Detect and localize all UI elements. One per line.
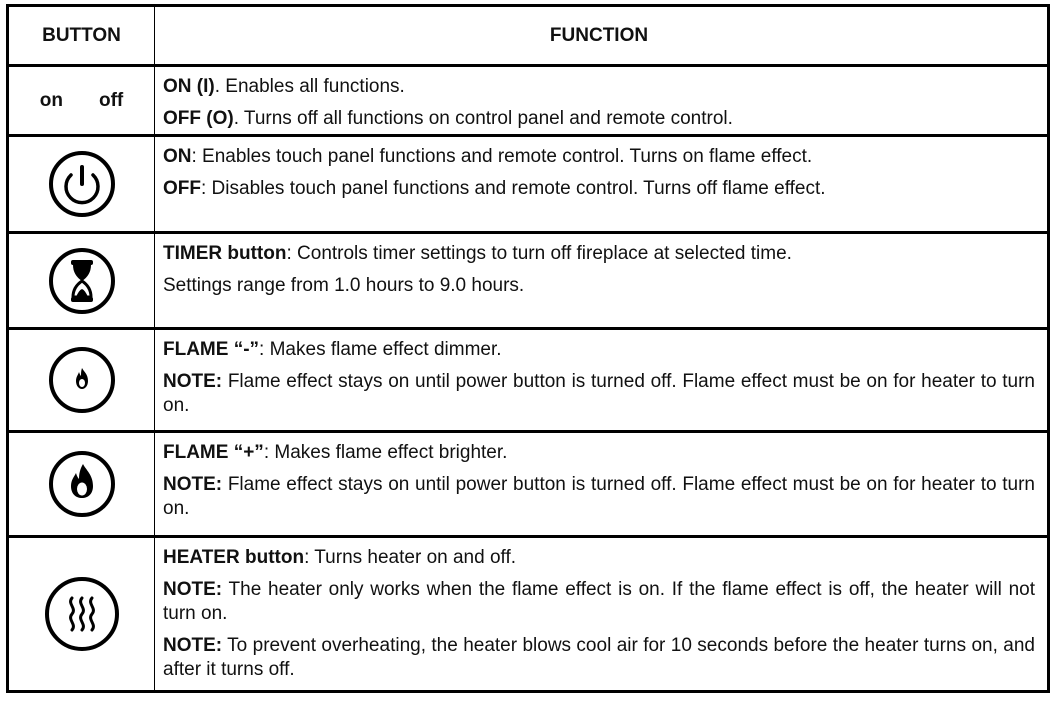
description: : Turns heater on and off. <box>304 547 517 568</box>
term: OFF (O) <box>163 108 234 129</box>
function-paragraph <box>163 75 1035 99</box>
function-paragraph <box>163 473 1035 521</box>
term: FLAME “-” <box>163 339 260 360</box>
function-paragraph <box>163 145 1035 169</box>
function-cell <box>155 433 1047 535</box>
table-row <box>9 231 1047 327</box>
term: OFF <box>163 178 201 199</box>
term: NOTE: <box>163 635 223 656</box>
table-header <box>9 7 1047 64</box>
term: HEATER button <box>163 547 305 568</box>
description: : Makes flame effect dimmer. <box>259 339 502 360</box>
table-row <box>9 64 1047 134</box>
heater-icon <box>42 574 122 654</box>
function-paragraph <box>163 274 1035 298</box>
description: : Controls timer settings to turn off fireplace at selected time. <box>286 243 792 264</box>
function-paragraph <box>163 578 1035 626</box>
description: The heater only works when the flame effect is on. If the flame effect is off, the heater will not turn on. <box>163 579 1035 624</box>
description: : Disables touch panel functions and remote control. Turns off flame effect. <box>201 178 826 199</box>
function-paragraph <box>163 107 1035 131</box>
button-cell <box>9 330 155 430</box>
term: ON <box>163 146 192 167</box>
function-paragraph <box>163 242 1035 266</box>
function-cell <box>155 137 1047 231</box>
power-icon <box>46 148 118 220</box>
term: NOTE: <box>163 371 223 392</box>
function-cell <box>155 67 1047 134</box>
description: : Enables touch panel functions and remote control. Turns on flame effect. <box>191 146 813 167</box>
term: NOTE: <box>163 474 223 495</box>
flame-plus-icon <box>46 448 118 520</box>
table-row <box>9 327 1047 430</box>
table-row <box>9 134 1047 231</box>
button-cell <box>9 67 155 134</box>
table-row <box>9 430 1047 535</box>
button-cell <box>9 538 155 690</box>
description: Flame effect stays on until power button is turned off. Flame effect must be on for heater to turn on. <box>163 474 1035 519</box>
function-paragraph <box>163 177 1035 201</box>
function-paragraph <box>163 370 1035 418</box>
description: : Makes flame effect brighter. <box>263 442 508 463</box>
header-function: FUNCTION <box>549 24 649 46</box>
function-paragraph <box>163 634 1035 682</box>
button-cell <box>9 234 155 327</box>
description: To prevent overheating, the heater blows cool air for 10 seconds before the heater turns on, and after it turns off. <box>163 635 1035 680</box>
table-row <box>9 535 1047 690</box>
term: TIMER button <box>163 243 287 264</box>
description: Settings range from 1.0 hours to 9.0 hours. <box>163 275 525 296</box>
description: . Turns off all functions on control panel and remote control. <box>233 108 733 129</box>
on-label: on <box>39 89 63 111</box>
button-cell <box>9 137 155 231</box>
function-paragraph <box>163 546 1035 570</box>
term: FLAME “+” <box>163 442 264 463</box>
term: ON (I) <box>163 76 215 97</box>
header-button: BUTTON <box>9 7 155 64</box>
flame-minus-icon <box>46 344 118 416</box>
on-off-switch-label <box>40 90 123 112</box>
term: NOTE: <box>163 579 223 600</box>
button-function-table <box>6 4 1050 693</box>
description: . Enables all functions. <box>214 76 405 97</box>
timer-hourglass-icon <box>46 245 118 317</box>
description: Flame effect stays on until power button is turned off. Flame effect must be on for heater to turn on. <box>163 371 1035 416</box>
off-label: off <box>98 89 124 111</box>
function-cell <box>155 234 1047 327</box>
function-cell <box>155 538 1047 690</box>
function-paragraph <box>163 441 1035 465</box>
function-cell <box>155 330 1047 430</box>
button-cell <box>9 433 155 535</box>
function-paragraph <box>163 338 1035 362</box>
